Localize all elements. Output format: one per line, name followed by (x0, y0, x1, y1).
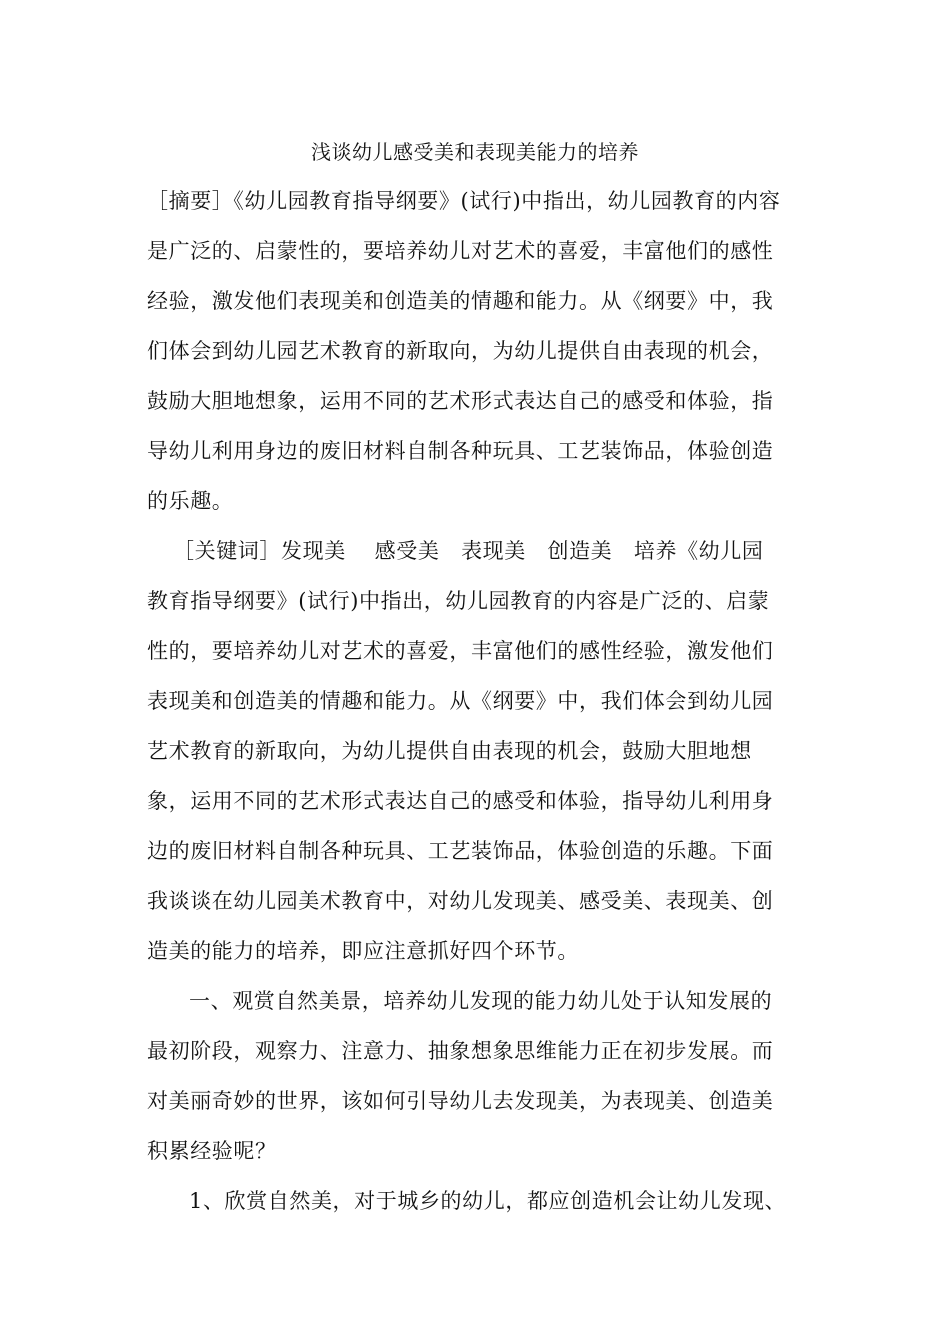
paragraph-line: 表现美和创造美的情趣和能力。从《纲要》中，我们体会到幼儿园 (147, 689, 774, 713)
paragraph-line: 艺术教育的新取向，为幼儿提供自由表现的机会，鼓励大胆地想 (147, 739, 752, 763)
paragraph-line: 1、欣赏自然美，对于城乡的幼儿，都应创造机会让幼儿发现、 (189, 1189, 787, 1213)
paragraph-line: 最初阶段，观察力、注意力、抽象想象思维能力正在初步发展。而 (147, 1039, 774, 1063)
paragraph-line: 们体会到幼儿园艺术教育的新取向，为幼儿提供自由表现的机会， (147, 339, 774, 363)
document-title: 浅谈幼儿感受美和表现美能力的培养 (311, 140, 639, 164)
paragraph-line: ［摘要］《幼儿园教育指导纲要》(试行)中指出，幼儿园教育的内容 (147, 189, 781, 213)
paragraph-line: 我谈谈在幼儿园美术教育中，对幼儿发现美、感受美、表现美、创 (147, 889, 774, 913)
paragraph-line: 是广泛的、启蒙性的，要培养幼儿对艺术的喜爱，丰富他们的感性 (147, 239, 774, 263)
section-heading-line: 一、观赏自然美景，培养幼儿发现的能力幼儿处于认知发展的 (189, 989, 773, 1013)
paragraph-line: 鼓励大胆地想象，运用不同的艺术形式表达自己的感受和体验，指 (147, 389, 774, 413)
paragraph-line: 的乐趣。 (147, 489, 234, 513)
paragraph-line: 积累经验呢？ (147, 1139, 277, 1163)
paragraph-line: 对美丽奇妙的世界，该如何引导幼儿去发现美，为表现美、创造美 (147, 1089, 774, 1113)
paragraph-line: 经验，激发他们表现美和创造美的情趣和能力。从《纲要》中，我 (147, 289, 774, 313)
paragraph-line: 性的，要培养幼儿对艺术的喜爱，丰富他们的感性经验，激发他们 (147, 639, 774, 663)
paragraph-line: 边的废旧材料自制各种玩具、工艺装饰品，体验创造的乐趣。下面 (147, 839, 774, 863)
paragraph-line: 教育指导纲要》(试行)中指出，幼儿园教育的内容是广泛的、启蒙 (147, 589, 770, 613)
paragraph-line: 导幼儿利用身边的废旧材料自制各种玩具、工艺装饰品，体验创造 (147, 439, 774, 463)
paragraph-line: 造美的能力的培养，即应注意抓好四个环节。 (147, 939, 579, 963)
keywords-line: ［关键词］发现美 感受美 表现美 创造美 培养《幼儿园 (173, 539, 764, 563)
paragraph-line: 象，运用不同的艺术形式表达自己的感受和体验，指导幼儿利用身 (147, 789, 774, 813)
